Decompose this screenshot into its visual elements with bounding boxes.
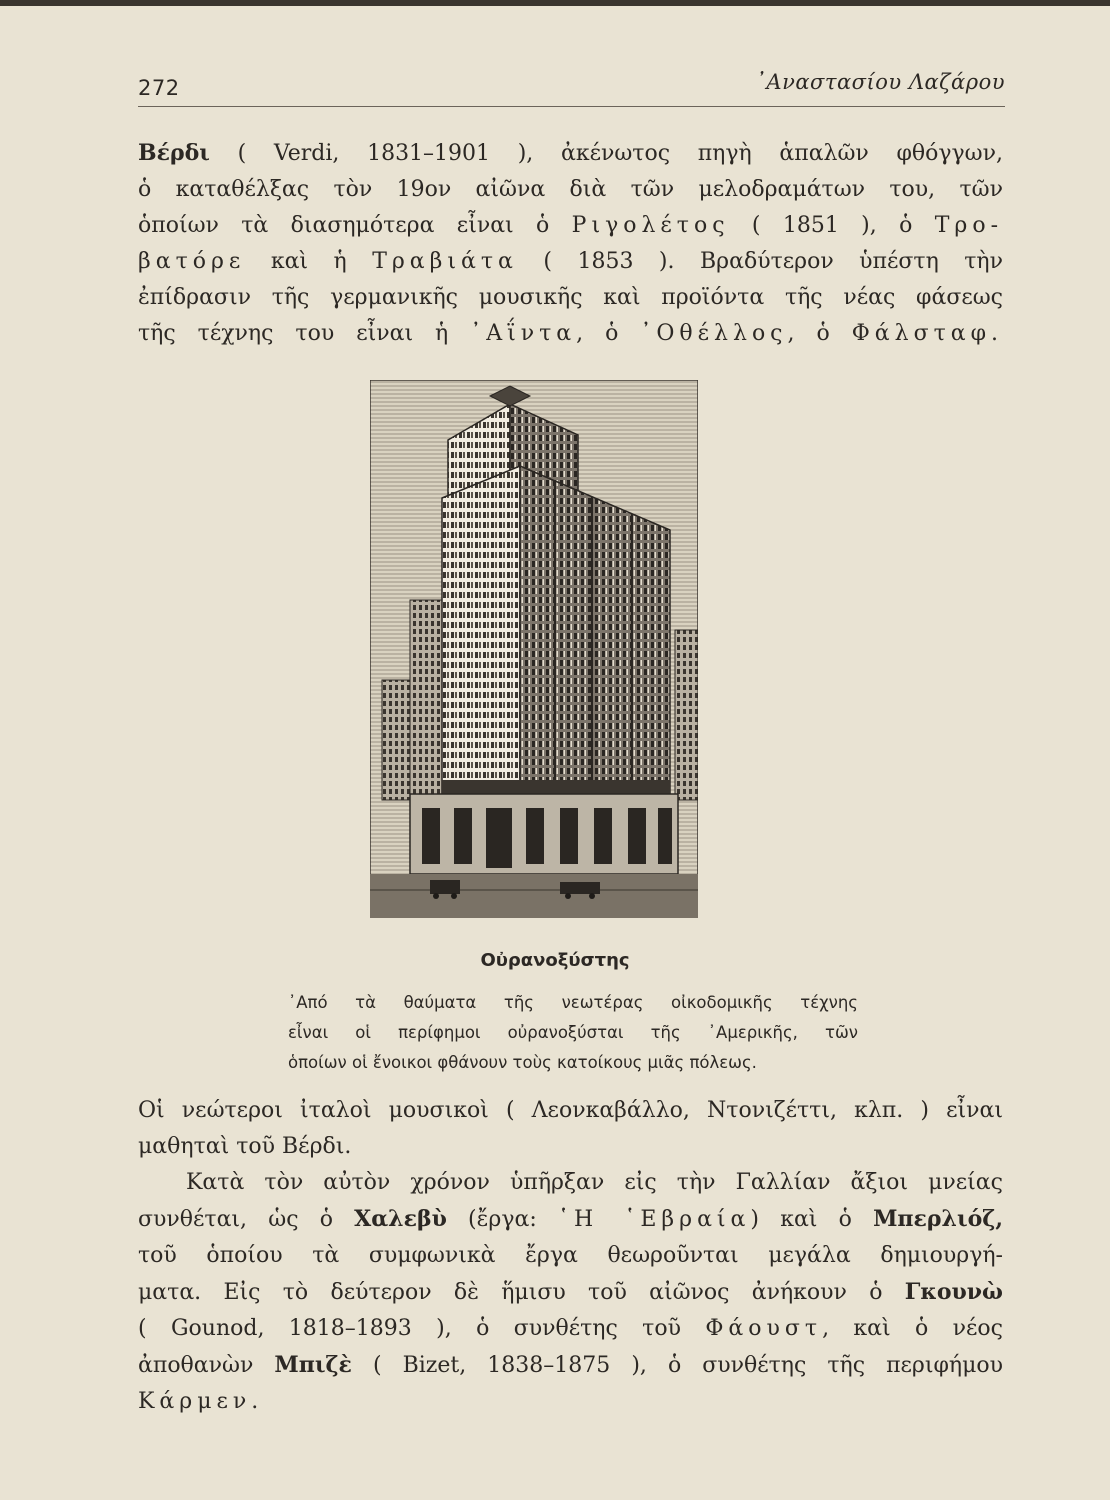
- figure-caption: [288, 988, 858, 1078]
- skyscraper-engraving: [370, 380, 698, 918]
- work-falstaff: Φάλσταφ.: [851, 321, 1004, 346]
- text-line: μαθηταὶ τοῦ Βέρδι.: [138, 1134, 352, 1159]
- caption-line: εἶναι οἱ περίφημοι οὐρανοξύσται τῆς ᾿Αμερικῆς, τῶν: [288, 1023, 858, 1042]
- skyscraper-illustration: [370, 380, 698, 918]
- work-trovatore: Τρο-: [934, 213, 1004, 238]
- name-gounod: Γκουνὼ: [904, 1279, 1003, 1305]
- work-traviata: Τραβιάτα: [372, 249, 518, 274]
- text-line: Κατὰ τὸν αὐτὸν χρόνον ὑπῆρξαν εἰς τὴν Γαλλίαν ἄξιοι μνείας: [186, 1170, 1003, 1195]
- page-number: 272: [138, 76, 180, 100]
- work-aida: ᾿Αΐντα: [470, 321, 577, 346]
- text-line: ( Gounod, 1818–1893 ), ὁ συνθέτης τοῦ Φάουστ, καὶ ὁ νέος: [138, 1316, 1003, 1341]
- caption-line: ᾿Από τὰ θαύματα τῆς νεωτέρας οἰκοδομικῆς τέχνης: [288, 993, 858, 1012]
- text-line: Βέρδι ( Verdi, 1831–1901 ), ἀκένωτος πηγὴ ἁπαλῶν φθόγγων,: [138, 140, 1003, 166]
- text-line: τῆς τέχνης του εἶναι ἡ ᾿Αΐντα, ὁ ᾿Οθέλλος, ὁ Φάλσταφ.: [138, 321, 1004, 346]
- text-line: ὁ καταθέλξας τὸν 19ον αἰῶνα διὰ τῶν μελοδραμάτων του, τῶν: [138, 177, 1003, 202]
- page-header: [138, 70, 1005, 107]
- work-carmen: Κάρμεν.: [138, 1389, 264, 1414]
- work-trovatore-end: βατόρε: [138, 249, 246, 274]
- top-border: [0, 0, 1110, 6]
- figure-title: Οὐρανοξύστης: [480, 950, 630, 971]
- text-line: ὁποίων τὰ διασημότερα εἶναι ὁ Ριγολέτος ( 1851 ), ὁ Τρο-: [138, 213, 1004, 238]
- text-line: συνθέται, ὡς ὁ Χαλεβὺ (ἔργα: ῾Η ῾Εβραία) καὶ ὁ Μπερλιόζ,: [138, 1206, 1003, 1232]
- text-line: Οἱ νεώτεροι ἰταλοὶ μουσικοὶ ( Λεονκαβάλλο, Ντονιζέττι, κλπ. ) εἶναι: [138, 1098, 1003, 1123]
- paragraph-french-composers: [138, 1165, 1003, 1420]
- text-line: ἐπίδρασιν τῆς γερμανικῆς μουσικῆς καὶ προϊόντα τῆς νέας φάσεως: [138, 285, 1003, 310]
- caption-line: ὁποίων οἱ ἔνοικοι φθάνουν τοὺς κατοίκους μιᾶς πόλεως.: [288, 1053, 757, 1072]
- paragraph-verdi: [138, 135, 1003, 352]
- text-line: βατόρε καὶ ἡ Τραβιάτα ( 1853 ). Βραδύτερον ὑπέστη τὴν: [138, 249, 1003, 274]
- work-la-juive: ῾Η ῾Εβραία: [557, 1207, 751, 1232]
- work-faust: Φάουστ: [705, 1316, 823, 1341]
- text-line: ματα. Εἰς τὸ δεύτερον δὲ ἥμισυ τοῦ αἰῶνος ἀνήκουν ὁ Γκουνὼ: [138, 1279, 1003, 1305]
- work-rigoletto: Ριγολέτος: [571, 213, 730, 238]
- name-verdi: Βέρδι: [138, 140, 210, 166]
- name-halevy: Χαλεβὺ: [354, 1206, 447, 1232]
- paragraph-italian-composers: [138, 1093, 1003, 1165]
- running-head: ᾿Αναστασίου Λαζάρου: [755, 70, 1005, 94]
- name-bizet: Μπιζὲ: [274, 1352, 352, 1378]
- text-line: ἀποθανὼν Μπιζὲ ( Bizet, 1838–1875 ), ὁ συνθέτης τῆς περιφήμου: [138, 1352, 1003, 1378]
- work-othello: ᾿Οθέλλος: [640, 321, 788, 346]
- text-line: τοῦ ὁποίου τὰ συμφωνικὰ ἔργα θεωροῦνται μεγάλα δημιουργή-: [138, 1243, 1003, 1268]
- name-berlioz: Μπερλιόζ,: [873, 1206, 1003, 1232]
